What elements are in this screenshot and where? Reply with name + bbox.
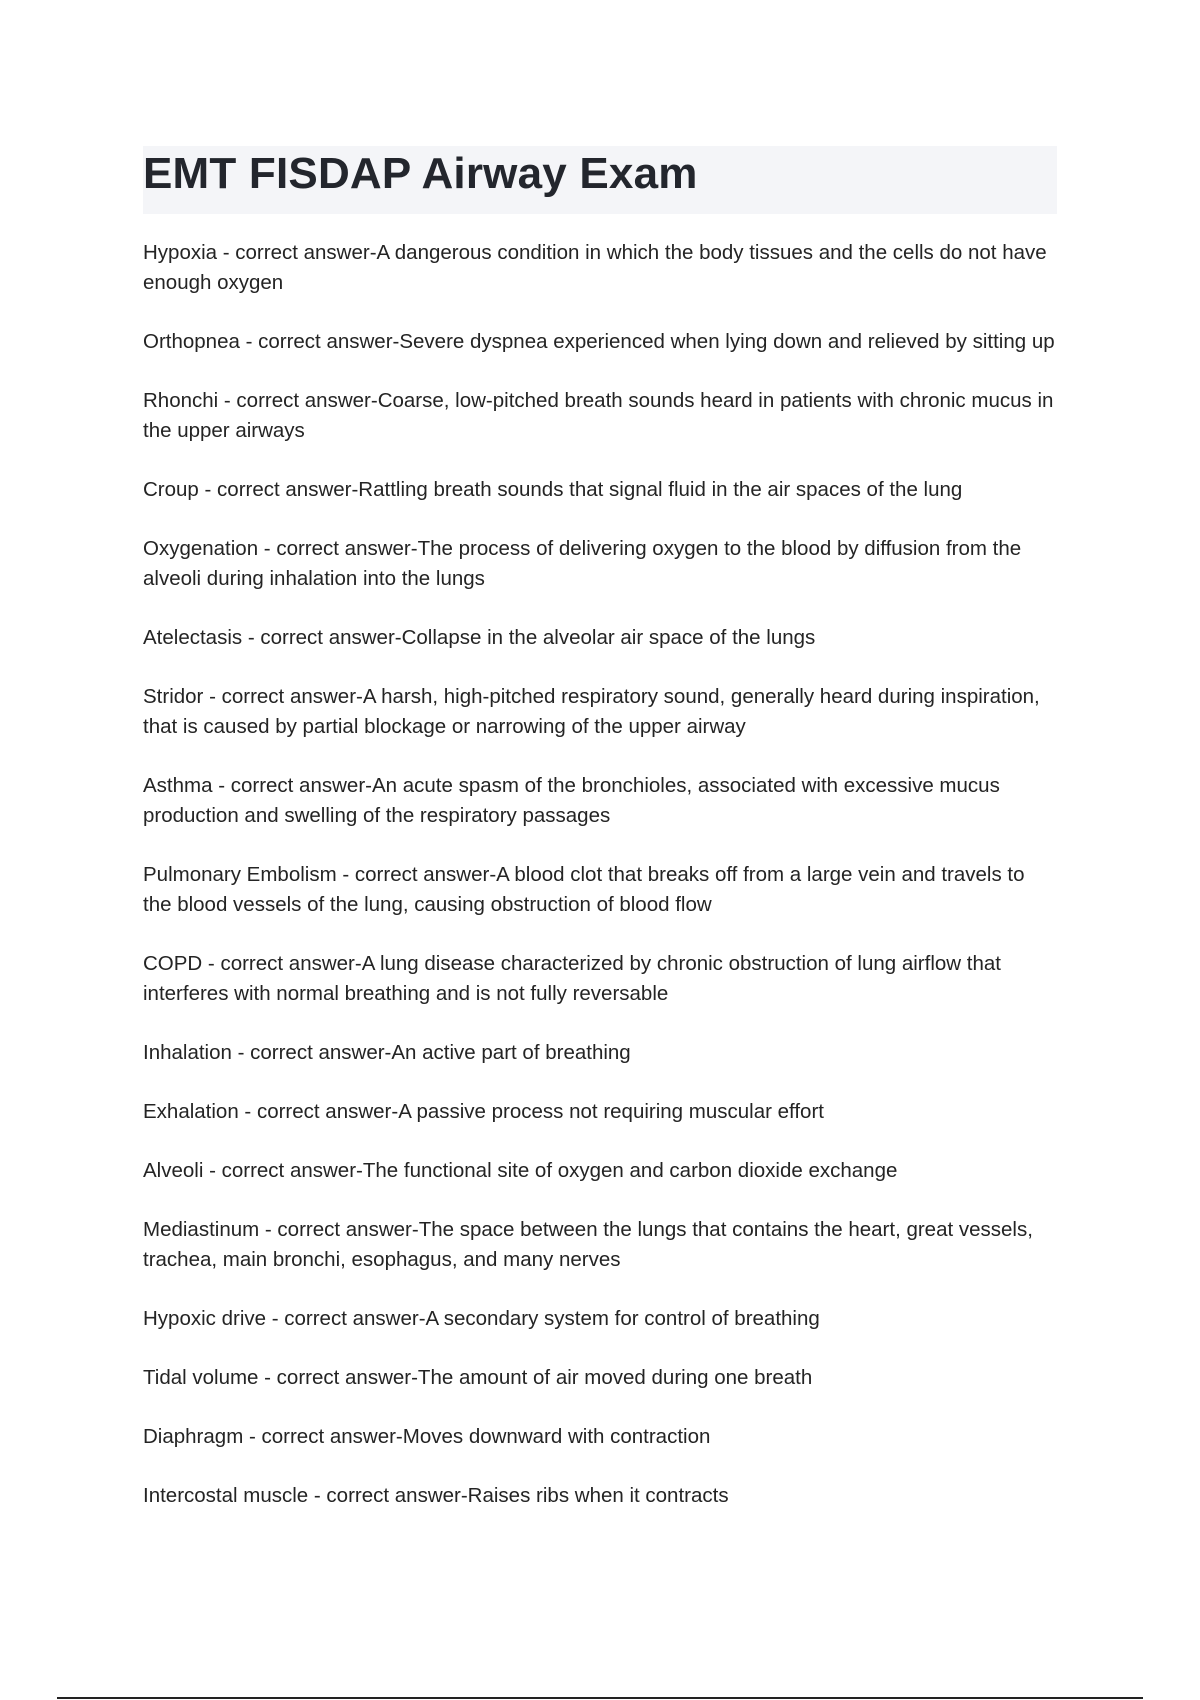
qa-item-alveoli: Alveoli - correct answer-The functional site of oxygen and carbon dioxide exchange: [143, 1159, 898, 1182]
qa-item-orthopnea: Orthopnea - correct answer-Severe dyspnea experienced when lying down and relieved by sitting up: [143, 330, 1055, 353]
qa-item-oxygenation: Oxygenation - correct answer-The process of delivering oxygen to the blood by diffusion from the alveoli during inhalation into the lungs: [143, 537, 1022, 590]
qa-item-rhonchi: Rhonchi - correct answer-Coarse, low-pitched breath sounds heard in patients with chronic mucus in the upper airways: [143, 389, 1054, 442]
qa-item-tidal-volume: Tidal volume - correct answer-The amount of air moved during one breath: [143, 1366, 813, 1389]
qa-item-exhalation: Exhalation - correct answer-A passive process not requiring muscular effort: [143, 1100, 824, 1123]
qa-item-asthma: Asthma - correct answer-An acute spasm of the bronchioles, associated with excessive mucus production and swelling of the respiratory passages: [143, 774, 1000, 827]
qa-item-intercostal-muscle: Intercostal muscle - correct answer-Raises ribs when it contracts: [143, 1484, 729, 1507]
qa-item-mediastinum: Mediastinum - correct answer-The space between the lungs that contains the heart, great vessels, trachea, main bronchi, esophagus, and many nerves: [143, 1218, 1033, 1271]
qa-item-inhalation: Inhalation - correct answer-An active part of breathing: [143, 1041, 631, 1064]
qa-item-diaphragm: Diaphragm - correct answer-Moves downward with contraction: [143, 1425, 711, 1448]
qa-item-copd: COPD - correct answer-A lung disease characterized by chronic obstruction of lung airflow that interferes with normal breathing and is not fully reversable: [143, 952, 1001, 1005]
footer-rule: [57, 1697, 1143, 1699]
qa-item-hypoxic-drive: Hypoxic drive - correct answer-A secondary system for control of breathing: [143, 1307, 820, 1330]
qa-item-atelectasis: Atelectasis - correct answer-Collapse in the alveolar air space of the lungs: [143, 626, 816, 649]
qa-item-stridor: Stridor - correct answer-A harsh, high-pitched respiratory sound, generally heard during inspiration, that is caused by partial blockage or narrowing of the upper airway: [143, 685, 1040, 738]
qa-list: [143, 238, 1058, 1540]
qa-item-hypoxia: Hypoxia - correct answer-A dangerous condition in which the body tissues and the cells do not have enough oxygen: [143, 241, 1047, 294]
qa-item-pulmonary-embolism: Pulmonary Embolism - correct answer-A blood clot that breaks off from a large vein and travels to the blood vessels of the lung, causing obstruction of blood flow: [143, 863, 1025, 916]
page-title: EMT FISDAP Airway Exam: [143, 149, 698, 198]
qa-item-croup: Croup - correct answer-Rattling breath sounds that signal fluid in the air spaces of the lung: [143, 478, 963, 501]
